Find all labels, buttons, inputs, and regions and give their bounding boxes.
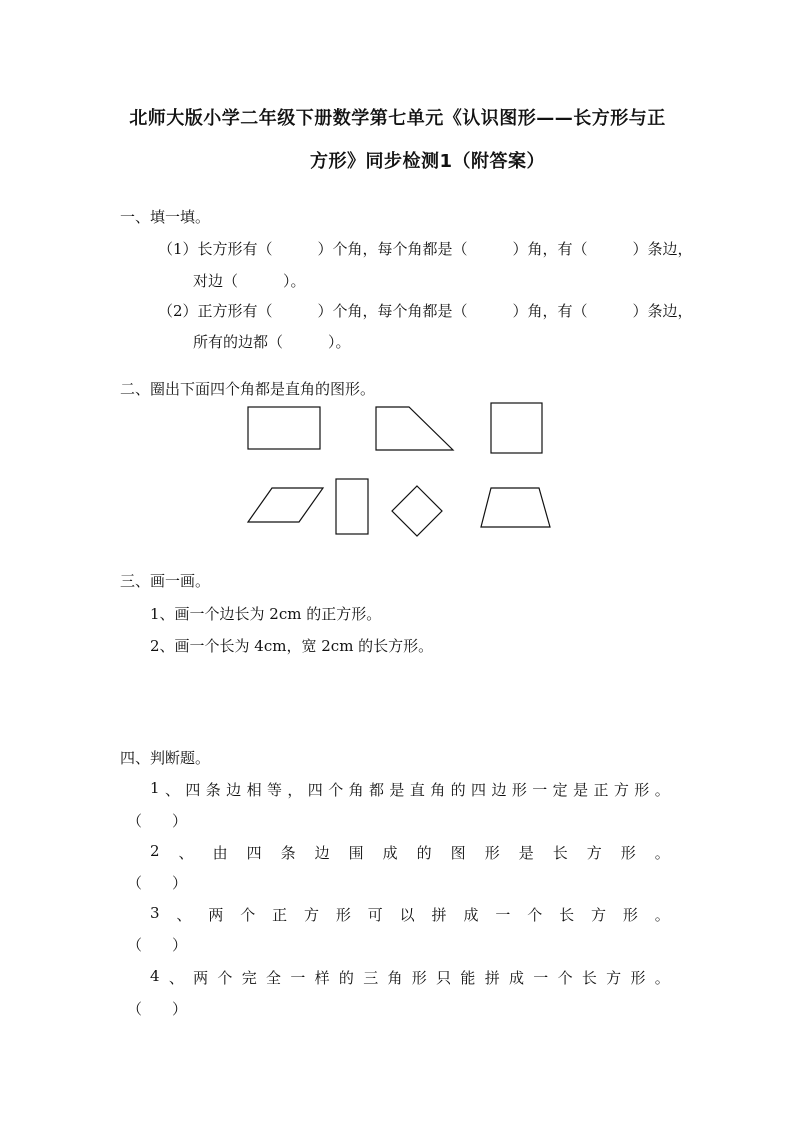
judge-char: 、 — [168, 969, 184, 987]
section-1-heading: 一、填一填。 — [120, 208, 211, 226]
judge-char: 方 — [606, 969, 622, 987]
judge-char: 形 — [511, 781, 527, 799]
judge-char: 四 — [471, 781, 487, 799]
judge-char: 。 — [654, 906, 670, 924]
judge-char: 都 — [369, 781, 385, 799]
judge-char: 围 — [348, 844, 364, 862]
judge-char: 、 — [178, 844, 194, 862]
judge-answer-1[interactable]: （ ） — [127, 812, 188, 830]
judge-char: 四 — [185, 781, 201, 799]
judge-char: 一 — [495, 906, 511, 924]
judge-char: 4 — [150, 967, 160, 985]
judge-char: 样 — [314, 969, 330, 987]
judge-char: 形 — [634, 781, 650, 799]
judge-char: 直 — [409, 781, 425, 799]
judge-answer-2[interactable]: （ ） — [127, 874, 188, 892]
trapezoid-shape[interactable] — [481, 488, 550, 527]
judge-item-1 — [150, 779, 670, 800]
judge-char: 长 — [559, 906, 575, 924]
parallelogram-shape[interactable] — [248, 488, 323, 522]
judge-char: 正 — [272, 906, 288, 924]
judge-char: 是 — [518, 844, 534, 862]
judge-char: 形 — [335, 906, 351, 924]
judge-char: 个 — [527, 906, 543, 924]
draw-q1: 1、画一个边长为 2cm 的正方形。 — [150, 605, 382, 623]
judge-char: 个 — [240, 906, 256, 924]
judge-char: ， — [287, 781, 303, 799]
judge-char: 拼 — [431, 906, 447, 924]
judge-char: 边 — [314, 844, 330, 862]
judge-char: 是 — [389, 781, 405, 799]
q2-line-1: （2）正方形有（ ）个角，每个角都是（ ）角，有（ ）条边， — [158, 302, 693, 320]
judge-char: 由 — [212, 844, 228, 862]
section-4-heading: 四、判断题。 — [120, 749, 211, 767]
judge-char: 以 — [399, 906, 415, 924]
judge-char: 形 — [620, 844, 636, 862]
q1-line-2: 对边（ ）。 — [193, 272, 306, 290]
judge-item-3 — [150, 904, 670, 925]
judge-char: 的 — [416, 844, 432, 862]
section-3-heading: 三、画一画。 — [120, 572, 211, 590]
judge-char: 只 — [436, 969, 452, 987]
judge-char: 角 — [430, 781, 446, 799]
judge-char: 个 — [328, 781, 344, 799]
judge-char: 。 — [654, 969, 670, 987]
judge-char: 成 — [382, 844, 398, 862]
judge-char: 拼 — [484, 969, 500, 987]
judge-char: 三 — [363, 969, 379, 987]
judge-char: 3 — [150, 904, 160, 922]
title-line-2: 方形》同步检测1（附答案） — [309, 151, 546, 172]
judge-char: 、 — [164, 781, 180, 799]
judge-char: 方 — [586, 844, 602, 862]
judge-char: 成 — [463, 906, 479, 924]
judge-char: 两 — [193, 969, 209, 987]
rectangle-shape[interactable] — [248, 407, 320, 449]
rotated-square-shape[interactable] — [392, 486, 442, 536]
judge-answer-4[interactable]: （ ） — [127, 1000, 188, 1018]
judge-char: 方 — [613, 781, 629, 799]
judge-char: 一 — [533, 969, 549, 987]
draw-q2: 2、画一个长为 4cm，宽 2cm 的长方形。 — [150, 637, 434, 655]
judge-char: 形 — [630, 969, 646, 987]
judge-char: 四 — [307, 781, 323, 799]
right-trapezoid-shape[interactable] — [376, 407, 453, 450]
q2-line-2: 所有的边都（ ）。 — [193, 333, 351, 351]
judge-char: 两 — [208, 906, 224, 924]
judge-char: 的 — [338, 969, 354, 987]
judge-char: 边 — [491, 781, 507, 799]
judge-char: 个 — [557, 969, 573, 987]
judge-char: 是 — [573, 781, 589, 799]
judge-char: 条 — [280, 844, 296, 862]
judge-char: 能 — [460, 969, 476, 987]
judge-item-2 — [150, 842, 670, 863]
judge-char: 的 — [450, 781, 466, 799]
judge-char: 角 — [348, 781, 364, 799]
square-shape[interactable] — [491, 403, 542, 453]
tall-rectangle-shape[interactable] — [336, 479, 368, 534]
judge-char: 一 — [532, 781, 548, 799]
judge-char: 一 — [290, 969, 306, 987]
section-2-heading: 二、圈出下面四个角都是直角的图形。 — [120, 380, 376, 398]
judge-char: 形 — [411, 969, 427, 987]
judge-char: 1 — [150, 779, 160, 797]
judge-char: 角 — [387, 969, 403, 987]
judge-char: 长 — [581, 969, 597, 987]
judge-char: 2 — [150, 842, 160, 860]
judge-char: 成 — [508, 969, 524, 987]
judge-char: 图 — [450, 844, 466, 862]
judge-char: 方 — [303, 906, 319, 924]
judge-char: 个 — [217, 969, 233, 987]
judge-char: 方 — [591, 906, 607, 924]
judge-char: 、 — [176, 906, 192, 924]
judge-char: 长 — [552, 844, 568, 862]
judge-char: 条 — [205, 781, 221, 799]
judge-char: 形 — [484, 844, 500, 862]
judge-char: 等 — [266, 781, 282, 799]
judge-answer-3[interactable]: （ ） — [127, 936, 188, 954]
judge-char: 形 — [622, 906, 638, 924]
q1-line-1: （1）长方形有（ ）个角，每个角都是（ ）角，有（ ）条边， — [158, 240, 693, 258]
judge-char: 完 — [241, 969, 257, 987]
judge-char: 相 — [246, 781, 262, 799]
judge-char: 边 — [226, 781, 242, 799]
judge-char: 可 — [367, 906, 383, 924]
judge-char: 定 — [552, 781, 568, 799]
title-line-1: 北师大版小学二年级下册数学第七单元《认识图形——长方形与正 — [129, 108, 666, 129]
judge-char: 。 — [654, 844, 670, 862]
judge-item-4 — [150, 967, 670, 988]
judge-char: 四 — [246, 844, 262, 862]
judge-char: 。 — [654, 781, 670, 799]
judge-char: 正 — [593, 781, 609, 799]
judge-char: 全 — [266, 969, 282, 987]
